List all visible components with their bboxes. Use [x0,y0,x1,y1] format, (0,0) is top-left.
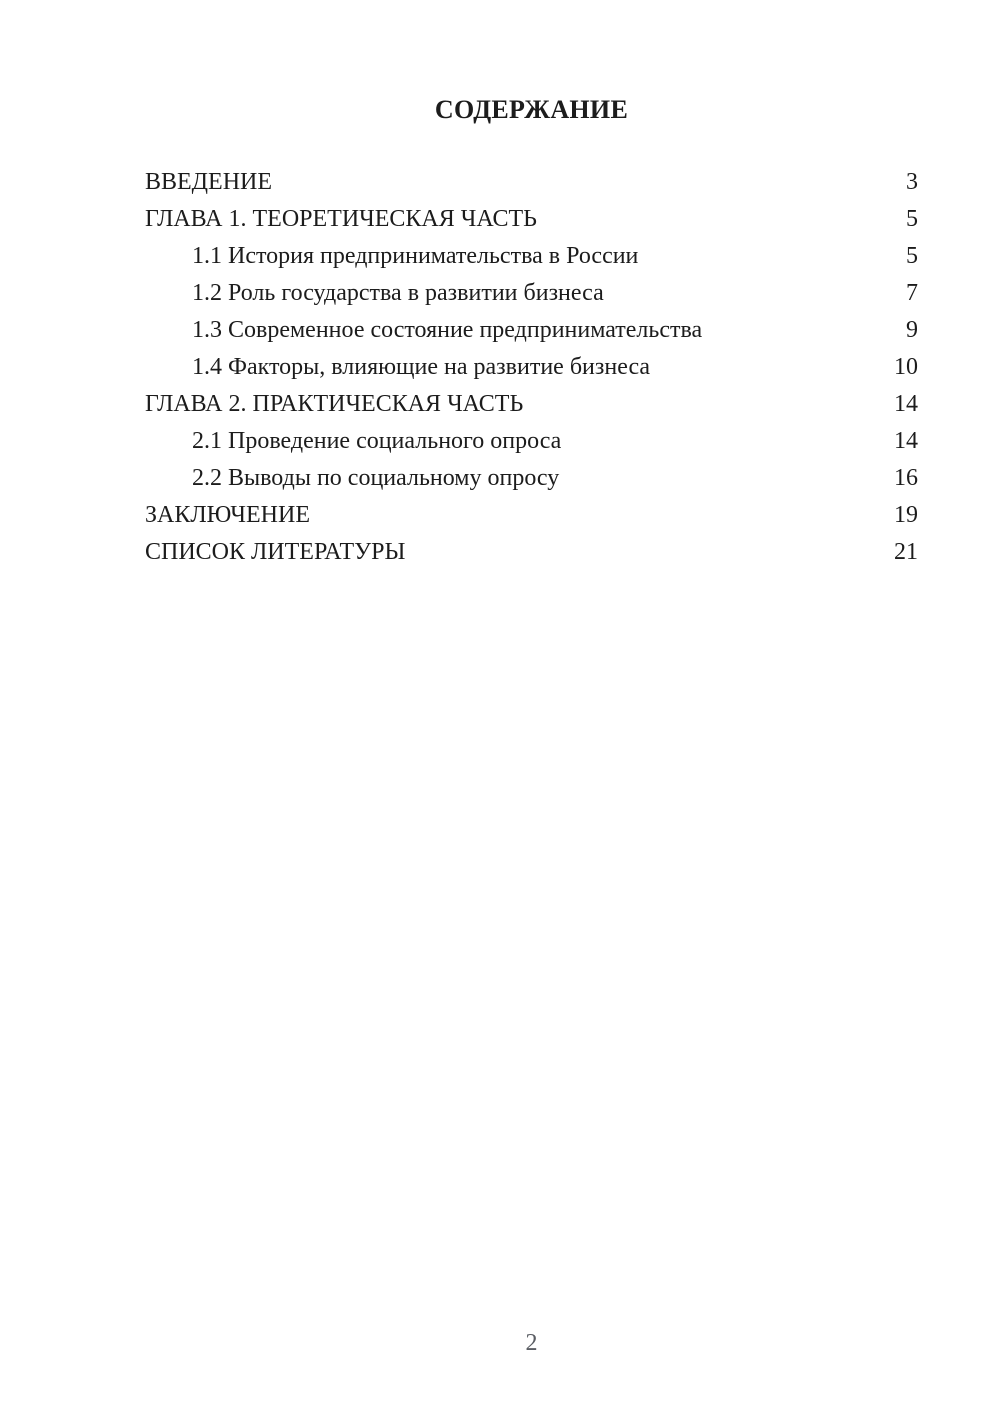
toc-entry-page-number: 19 [894,502,918,528]
toc-entry [145,386,918,423]
page-title: СОДЕРЖАНИЕ [434,95,629,124]
toc-entry [145,164,918,201]
toc-entry [145,534,918,571]
toc-entry [145,497,918,534]
toc-entry-page-number: 14 [894,391,918,417]
toc-entry [145,275,918,312]
toc-entry-label: 1.3 Современное состояние предпринимательства [192,317,703,343]
toc-entry-page-number: 5 [906,243,918,269]
toc-entry-page-number: 14 [894,428,918,454]
toc-entry-label: ГЛАВА 1. ТЕОРЕТИЧЕСКАЯ ЧАСТЬ [145,206,537,232]
toc-entry-page-number: 10 [894,354,918,380]
toc-entry-label: 1.4 Факторы, влияющие на развитие бизнеса [192,354,651,380]
toc-entry-label: 2.1 Проведение социального опроса [192,428,562,454]
toc-entry-label: ГЛАВА 2. ПРАКТИЧЕСКАЯ ЧАСТЬ [145,391,524,417]
toc-entry [145,349,918,386]
toc-entry-page-number: 7 [906,280,918,306]
toc-entry-label: 1.1 История предпринимательства в России [192,243,639,269]
toc-entry-label: 2.2 Выводы по социальному опросу [192,465,560,491]
toc-entry [145,460,918,497]
toc-entry-page-number: 9 [906,317,918,343]
toc-entry [145,201,918,238]
toc-entry-label: ВВЕДЕНИЕ [145,169,273,195]
toc-entry-label: 1.2 Роль государства в развитии бизнеса [192,280,604,306]
table-of-contents [145,164,918,571]
toc-entry-page-number: 21 [894,539,918,565]
toc-entry-page-number: 3 [906,169,918,195]
toc-entry-page-number: 16 [894,465,918,491]
footer-page-number: 2 [525,1330,538,1356]
toc-entry [145,423,918,460]
toc-entry-label: СПИСОК ЛИТЕРАТУРЫ [145,539,406,565]
toc-entry-label: ЗАКЛЮЧЕНИЕ [145,502,310,528]
toc-entry [145,238,918,275]
toc-entry-page-number: 5 [906,206,918,232]
toc-entry [145,312,918,349]
